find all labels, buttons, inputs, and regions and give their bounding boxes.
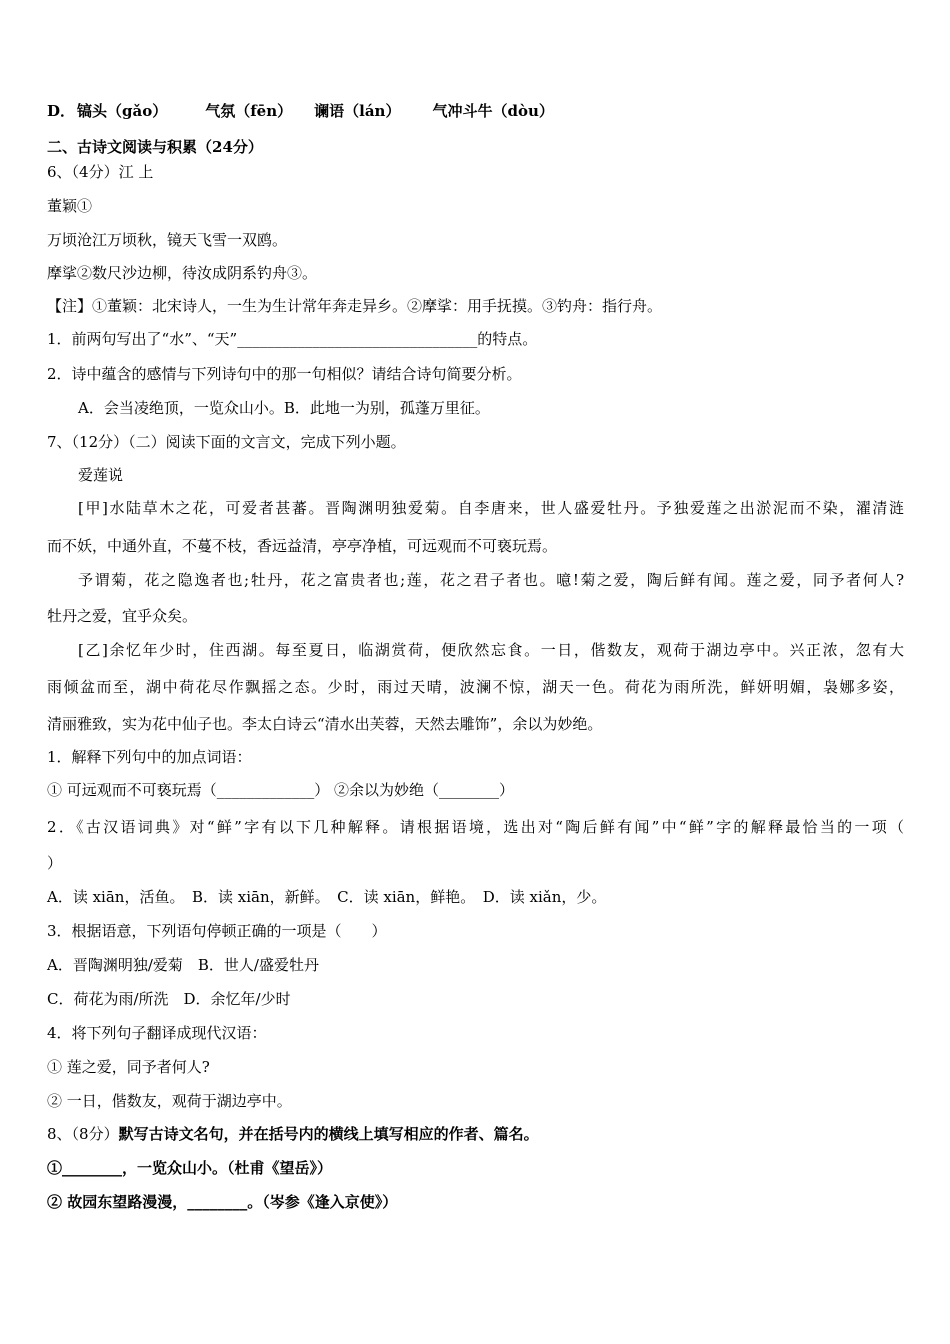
option-d-line	[47, 101, 554, 121]
q7-yi-line-3: 清丽雅致，实为花中仙子也。李太白诗云“清水出芙蓉，天然去雕饰”，余以为妙绝。	[47, 715, 603, 733]
q8-header-num: 8、（8分）	[47, 1125, 119, 1143]
q6-sub1: 1．前两句写出了“水”、“天”________________________________的特点。	[47, 330, 538, 348]
q7-sub4-item-2: ② 一日，偕数友，观荷于湖边亭中。	[47, 1092, 292, 1110]
q6-sub2: 2．诗中蕴含的感情与下列诗句中的那一句相似？请结合诗句简要分析。	[47, 365, 522, 383]
q7-sub3: 3．根据语意，下列语句停顿正确的一项是（ ）	[47, 922, 387, 940]
q7-sub3-options-ab: A．晋陶渊明独/爱菊 B．世人/盛爱牡丹	[47, 956, 319, 974]
q8-header-text: 默写古诗文名句，并在括号内的横线上填写相应的作者、篇名。	[118, 1125, 539, 1143]
section-title: 二、古诗文阅读与积累（24分）	[47, 138, 263, 156]
q7-passage-title: 爱莲说	[78, 466, 124, 484]
option-d-item-1: 镐头（gǎo）	[77, 102, 168, 120]
q6-note: 【注】①董颖：北宋诗人，一生为生计常年奔走异乡。②摩挲：用手抚摸。③钓舟：指行舟。	[47, 297, 663, 315]
q7-yi-line-2: 雨倾盆而至，湖中荷花尽作飘摇之态。少时，雨过天晴，波澜不惊，湖天一色。荷花为雨所洗，鲜妍明媚，袅娜多姿，	[47, 678, 904, 696]
q8-item-2: ② 故园东望路漫漫，________。（岑参《逢入京使》）	[47, 1193, 398, 1211]
q7-header: 7、（12分）（二）阅读下面的文言文，完成下列小题。	[47, 433, 406, 451]
q6-poem-line-2: 摩挲②数尺沙边柳，待汝成阴系钓舟③。	[47, 264, 318, 282]
q7-sub4-item-1: ① 莲之爱，同予者何人?	[47, 1058, 210, 1076]
q7-sub3-options-cd: C．荷花为雨/所洗 D．余忆年/少时	[47, 990, 291, 1008]
q7-jia-p2-line-1: 予谓菊，花之隐逸者也;牡丹，花之富贵者也;莲，花之君子者也。噫!菊之爱，陶后鲜有闻。莲之爱，同予者何人?	[78, 571, 904, 589]
q6-header: 6、（4分）江 上	[47, 163, 154, 181]
q6-sub2-options: A．会当凌绝顶，一览众山小。B．此地一为别，孤蓬万里征。	[78, 399, 490, 417]
q6-author: 董颖①	[47, 197, 93, 215]
q7-yi-line-1: [乙]余忆年少时，住西湖。每至夏日，临湖赏荷，便欣然忘食。一日，偕数友，观荷于湖边亭中。兴正浓，忽有大	[78, 641, 904, 659]
q7-sub2-line-2: ）	[47, 854, 63, 872]
option-d-item-4: 气冲斗牛（dòu）	[432, 102, 554, 120]
option-d-item-2: 气氛（fēn）	[205, 102, 293, 120]
option-d-label: D．	[47, 102, 76, 120]
q7-sub1: 1．解释下列句中的加点词语：	[47, 748, 252, 766]
q8-header	[47, 1124, 539, 1144]
q7-sub1-items: ① 可远观而不可亵玩焉（_____________） ②余以为妙绝（________）	[47, 781, 515, 799]
q7-jia-p2-line-2: 牡丹之爱，宜乎众矣。	[47, 607, 198, 625]
q7-jia-p1-line-2: 而不妖，中通外直，不蔓不枝，香远益清，亭亭净植，可远观而不可亵玩焉。	[47, 537, 558, 555]
option-d-item-3: 谰语（lán）	[314, 102, 401, 120]
q7-sub2-line-1: 2．《古汉语词典》对“鲜”字有以下几种解释。请根据语境，选出对“陶后鲜有闻”中“鲜”字的解释最恰当的一项（	[47, 818, 904, 836]
q7-sub4: 4．将下列句子翻译成现代汉语：	[47, 1024, 267, 1042]
q8-item-1: ①________，一览众山小。（杜甫《望岳》）	[47, 1159, 333, 1177]
q7-sub2-options: A．读 xiān，活鱼。 B．读 xiān，新鲜。 C．读 xiān，鲜艳。 D．读 xiǎn，少。	[47, 888, 607, 906]
q6-poem-line-1: 万顷沧江万顷秋，镜天飞雪一双鸥。	[47, 231, 288, 249]
q7-jia-p1-line-1: [甲]水陆草木之花，可爱者甚蕃。晋陶渊明独爱菊。自李唐来，世人盛爱牡丹。予独爱莲之出淤泥而不染，濯清涟	[78, 499, 904, 517]
